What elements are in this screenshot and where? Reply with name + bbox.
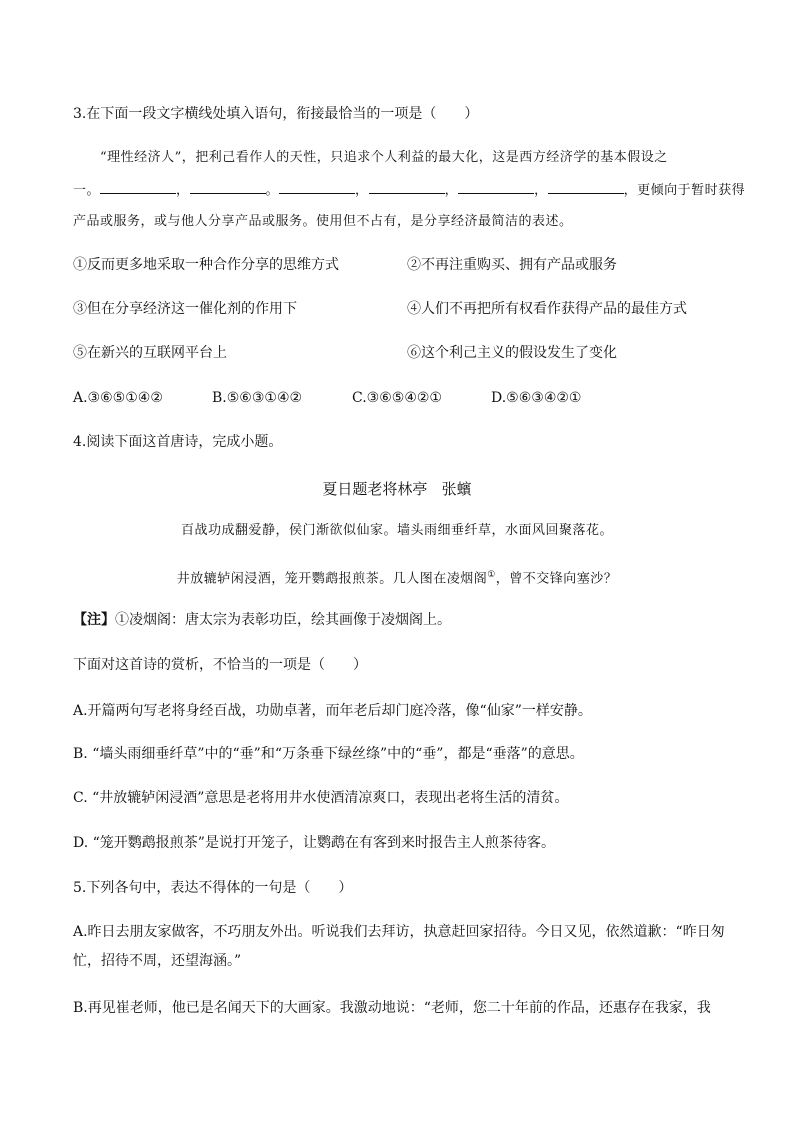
poem-note: 【注】①凌烟阁：唐太宗为表彰功臣，绘其画像于凌烟阁上。 [73, 612, 451, 628]
q4-choice-c: C. “井放辘轳闲浸酒”意思是老将用井水使酒清凉爽口，表现出老将生活的清贫。 [73, 790, 569, 806]
q3-passage-line-1: “理性经济人”，把利己看作人的天性，只追求个人利益的最大化，这是西方经济学的基本假设之 [100, 150, 668, 165]
q3-item-1: ①反而更多地采取一种合作分享的思维方式 [73, 257, 339, 273]
q3-choice-a: A.③⑥⑤①④② [73, 390, 163, 406]
q5-choice-a: A.昨日去朋友家做客，不巧朋友外出。听说我们去拜访，执意赶回家招待。今日又见，依然道歉：“昨日匆忙，招待不周，还望海涵。” [73, 924, 725, 969]
poem-line-2: 井放辘轳闲浸酒，笼开鹦鹉报煎茶。几人图在凌烟阁①，曾不交锋向塞沙？ [176, 570, 618, 587]
q3-passage-line-3: 产品或服务，或与他人分享产品或服务。使用但不占有，是分享经济最简洁的表述。 [73, 214, 573, 229]
answer-blank [458, 181, 534, 194]
answer-blank [279, 181, 355, 194]
q3-choice-d: D.⑤⑥③④②① [491, 390, 582, 406]
q3-item-3: ③但在分享经济这一催化剂的作用下 [73, 301, 297, 317]
question-5-stem: 5.下列各句中，表达不得体的一句是（ ） [73, 880, 353, 896]
question-3-stem: 3.在下面一段文字横线处填入语句，衔接最恰当的一项是（ ） [73, 106, 479, 122]
poem-title: 夏日题老将林亭 张蠙 [322, 480, 472, 498]
poem-line-1: 百战功成翻爱静，侯门渐欲似仙家。墙头雨细垂纤草，水面风回聚落花。 [180, 523, 613, 538]
q3-passage-line-2: 一。 ， 。 ， ， ， ，更倾向于暂时获得 [73, 183, 746, 198]
answer-blank [369, 181, 445, 194]
q3-item-6: ⑥这个利己主义的假设发生了变化 [407, 345, 617, 361]
question-4-stem: 4.阅读下面这首唐诗，完成小题。 [73, 434, 283, 450]
q3-choice-c: C.③⑥⑤④②① [352, 390, 442, 406]
q3-item-4: ④人们不再把所有权看作获得产品的最佳方式 [407, 301, 687, 317]
q3-item-2: ②不再注重购买、拥有产品或服务 [407, 257, 617, 273]
q5-choice-b: B.再见崔老师，他已是名闻天下的大画家。我激动地说：“老师，您二十年前的作品，还惠存在我家，我 [73, 1000, 711, 1016]
answer-blank [548, 181, 624, 194]
q4-sub-question: 下面对这首诗的赏析，不恰当的一项是（ ） [73, 657, 367, 673]
q4-choice-d: D. “笼开鹦鹉报煎茶”是说打开笼子，让鹦鹉在有客到来时报告主人煎茶待客。 [73, 835, 555, 851]
q4-choice-a: A.开篇两句写老将身经百战，功勋卓著，而年老后却门庭冷落，像“仙家”一样安静。 [73, 703, 592, 719]
q3-choice-b: B.⑤⑥③①④② [212, 390, 303, 406]
q3-item-5: ⑤在新兴的互联网平台上 [73, 345, 227, 361]
q4-choice-b: B. “墙头雨细垂纤草”中的“垂”和“万条垂下绿丝绦”中的“垂”，都是“垂落”的意思。 [73, 746, 584, 762]
answer-blank [100, 181, 176, 194]
answer-blank [190, 181, 266, 194]
